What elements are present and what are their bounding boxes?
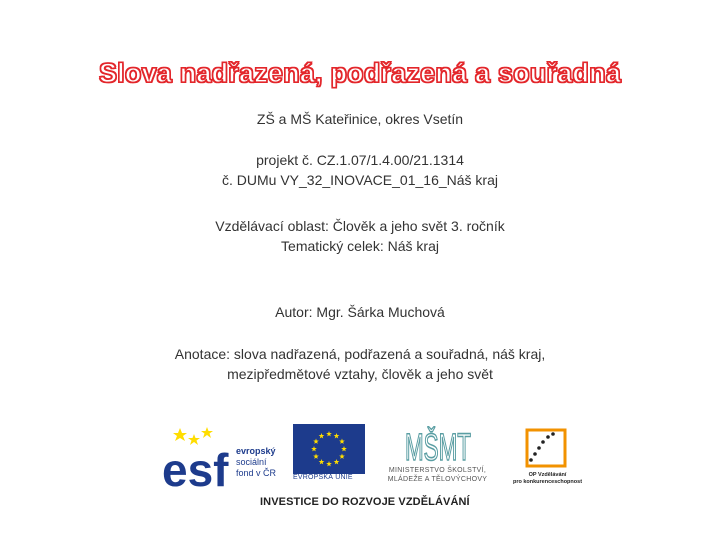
eu-logo: [293, 424, 365, 488]
annotation-line-2: mezipředmětové vztahy, člověk a jeho svět: [227, 366, 493, 382]
school-name: ZŠ a MŠ Kateřinice, okres Vsetín: [256, 111, 464, 127]
esf-line-2: sociální: [236, 457, 267, 467]
project-block: [0, 150, 720, 190]
esf-caption: [236, 446, 276, 479]
eu-flag-icon: [293, 424, 365, 474]
logo-strip: [160, 420, 590, 520]
op-line-1: OP Vzdělávání: [528, 472, 567, 478]
svg-text:MŠMT: MŠMT: [405, 427, 517, 469]
op-caption: [505, 472, 590, 486]
annotation-block: [0, 344, 720, 384]
dum-code: č. DUMu VY_32_INOVACE_01_16_Náš kraj: [222, 172, 498, 188]
op-logo-icon: [505, 426, 590, 470]
thematic-unit: Tematický celek: Náš kraj: [281, 238, 439, 254]
eu-label: EVROPSKÁ UNIE: [293, 474, 353, 481]
op-line-2: pro konkurenceschopnost: [512, 479, 583, 485]
msmt-line-1: MINISTERSTVO ŠKOLSTVÍ,: [388, 467, 487, 474]
msmt-logo: [375, 422, 517, 490]
project-number: projekt č. CZ.1.07/1.4.00/21.1314: [256, 152, 464, 168]
msmt-line-2: MLÁDEŽE A TĚLOVÝCHOVY: [387, 476, 488, 483]
area-block: [0, 216, 720, 256]
svg-text:esf: esf: [162, 444, 229, 496]
investice-caption: INVESTICE DO ROZVOJE VZDĚLÁVÁNÍ: [260, 496, 470, 508]
msmt-logo-icon: [375, 422, 517, 469]
author: Autor: Mgr. Šárka Muchová: [275, 304, 445, 320]
author-block: [0, 302, 720, 322]
slide-title: Slova nadřazená, podřazená a souřadná: [98, 58, 622, 88]
educational-area: Vzdělávací oblast: Člověk a jeho svět 3. ročník: [215, 218, 505, 234]
school-line: [0, 109, 720, 129]
op-logo: [505, 426, 590, 492]
esf-line-1: evropský: [236, 446, 276, 456]
esf-logo: [160, 424, 285, 496]
msmt-caption: [375, 466, 500, 484]
annotation-line-1: Anotace: slova nadřazená, podřazená a souřadná, náš kraj,: [174, 346, 546, 362]
esf-line-3: fond v ČR: [236, 468, 277, 478]
